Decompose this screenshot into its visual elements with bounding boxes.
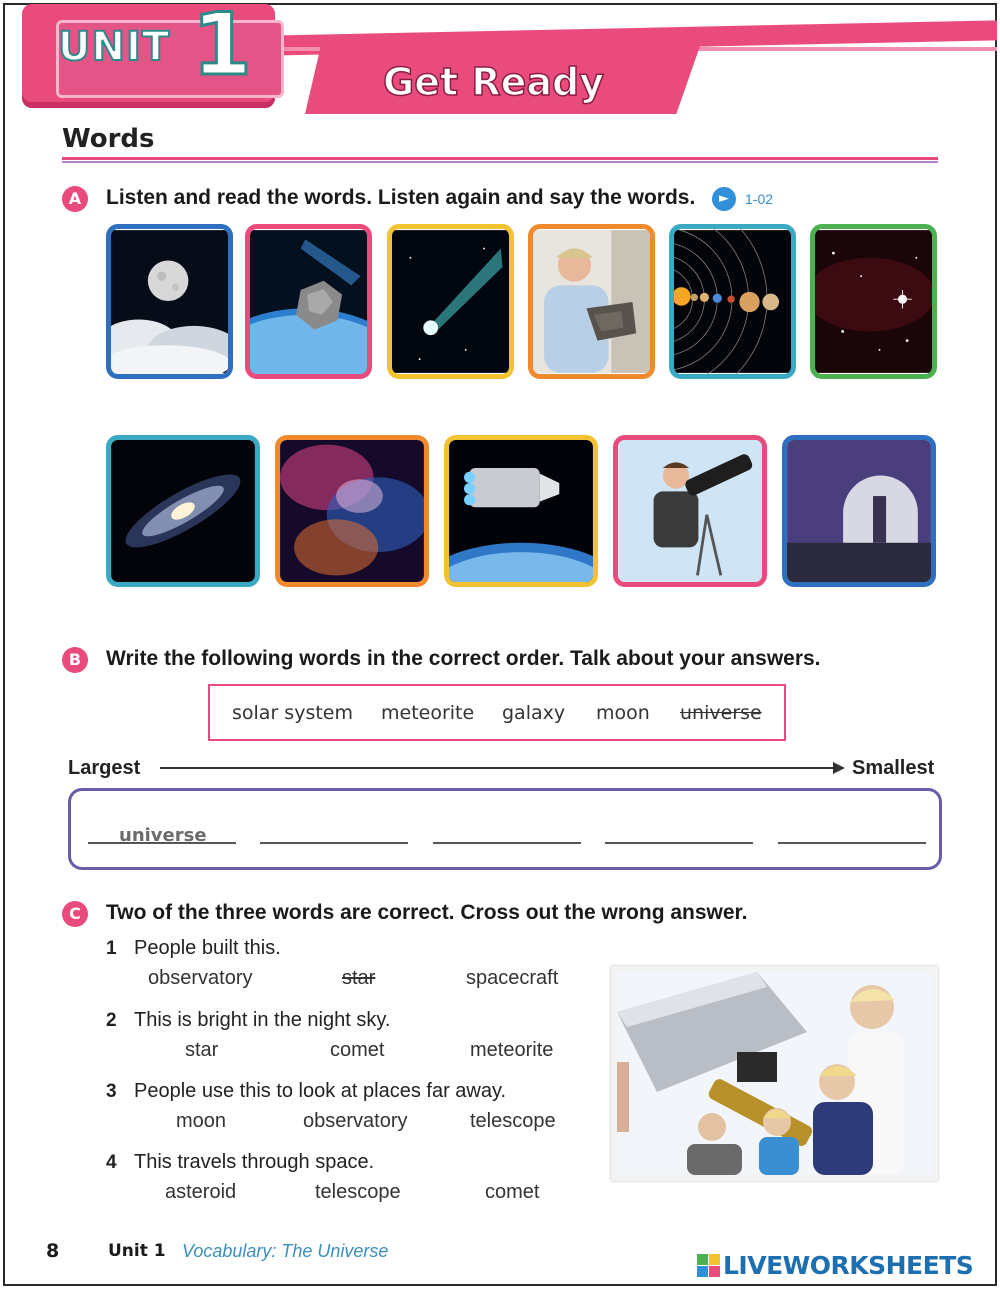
spacecraft-photo bbox=[444, 435, 598, 587]
part-a-badge: A bbox=[62, 186, 88, 212]
answer-blank-4[interactable] bbox=[605, 842, 753, 844]
answer-blank-5[interactable] bbox=[778, 842, 926, 844]
asteroid-icon bbox=[250, 229, 367, 374]
arrow-right-icon bbox=[833, 762, 845, 774]
footer-unit-label: Unit 1 bbox=[108, 1241, 166, 1261]
section-rule-secondary bbox=[62, 161, 938, 163]
comet-icon bbox=[392, 229, 509, 374]
universe-photo bbox=[275, 435, 429, 587]
liveworksheets-logo-icon bbox=[697, 1254, 721, 1278]
observatory-icon bbox=[787, 440, 931, 582]
star-photo bbox=[810, 224, 937, 379]
section-title: Words bbox=[62, 124, 155, 154]
footer-topic: Vocabulary: The Universe bbox=[182, 1241, 389, 1261]
liveworksheets-watermark[interactable]: LIVEWORKSHEETS bbox=[723, 1251, 974, 1280]
answer-blank-2[interactable] bbox=[260, 842, 408, 844]
page-number: 8 bbox=[46, 1240, 60, 1262]
option[interactable]: meteorite bbox=[470, 1039, 554, 1061]
universe-icon bbox=[280, 440, 424, 582]
answer-example: universe bbox=[119, 825, 207, 846]
scale-line bbox=[160, 767, 835, 769]
banner-title: Get Ready bbox=[383, 60, 605, 104]
kids-telescope-photo bbox=[611, 966, 938, 1181]
spacecraft-icon bbox=[449, 440, 593, 582]
unit-number: 1 bbox=[192, 0, 252, 95]
option[interactable]: telescope bbox=[315, 1181, 401, 1203]
answer-blank-3[interactable] bbox=[433, 842, 581, 844]
telescope-icon bbox=[618, 440, 762, 582]
option[interactable]: asteroid bbox=[165, 1181, 237, 1203]
comet-photo bbox=[387, 224, 514, 379]
part-b-badge: B bbox=[62, 647, 88, 673]
option-crossed[interactable]: star bbox=[342, 967, 376, 989]
word-item-crossed: universe bbox=[680, 702, 762, 724]
question-number: 2 bbox=[106, 1010, 117, 1031]
moon-photo bbox=[106, 224, 233, 379]
option[interactable]: telescope bbox=[470, 1110, 556, 1132]
word-item: galaxy bbox=[502, 702, 566, 724]
option[interactable]: comet bbox=[330, 1039, 385, 1061]
asteroid-photo bbox=[245, 224, 372, 379]
solar-system-photo bbox=[669, 224, 796, 379]
section-rule bbox=[62, 157, 938, 160]
question-number: 3 bbox=[106, 1081, 117, 1102]
question-number: 1 bbox=[106, 938, 117, 959]
option[interactable]: spacecraft bbox=[466, 967, 559, 989]
scale-start-label: Largest bbox=[68, 757, 141, 779]
word-item: solar system bbox=[232, 702, 353, 724]
solar-system-icon bbox=[674, 229, 791, 374]
part-c-instruction: Two of the three words are correct. Cross out the wrong answer. bbox=[106, 901, 748, 924]
option[interactable]: star bbox=[185, 1039, 219, 1061]
telescope-photo bbox=[613, 435, 767, 587]
galaxy-photo bbox=[106, 435, 260, 587]
word-item: meteorite bbox=[381, 702, 475, 724]
option[interactable]: observatory bbox=[148, 967, 253, 989]
observatory-photo bbox=[782, 435, 936, 587]
telescope-kids-icon bbox=[617, 972, 932, 1175]
galaxy-icon bbox=[111, 440, 255, 582]
scale-end-label: Smallest bbox=[852, 757, 935, 779]
question-text: This travels through space. bbox=[134, 1151, 375, 1173]
part-b-instruction: Write the following words in the correct order. Talk about your answers. bbox=[106, 647, 821, 670]
moon-icon bbox=[111, 229, 228, 374]
option[interactable]: observatory bbox=[303, 1110, 408, 1132]
audio-track-number: 1-02 bbox=[745, 191, 774, 207]
meteorite-icon bbox=[533, 229, 650, 374]
part-c-badge: C bbox=[62, 901, 88, 927]
question-number: 4 bbox=[106, 1152, 117, 1173]
audio-icon[interactable]: ► bbox=[712, 187, 736, 211]
question-text: People built this. bbox=[134, 937, 281, 959]
option[interactable]: comet bbox=[485, 1181, 540, 1203]
meteorite-photo bbox=[528, 224, 655, 379]
part-a-instruction: Listen and read the words. Listen again and say the words. bbox=[106, 186, 696, 209]
unit-word: UNIT bbox=[58, 24, 171, 70]
option[interactable]: moon bbox=[176, 1110, 227, 1132]
question-text: People use this to look at places far away. bbox=[134, 1080, 507, 1102]
question-text: This is bright in the night sky. bbox=[134, 1009, 391, 1031]
star-icon bbox=[815, 229, 932, 374]
word-item: moon bbox=[596, 702, 650, 724]
